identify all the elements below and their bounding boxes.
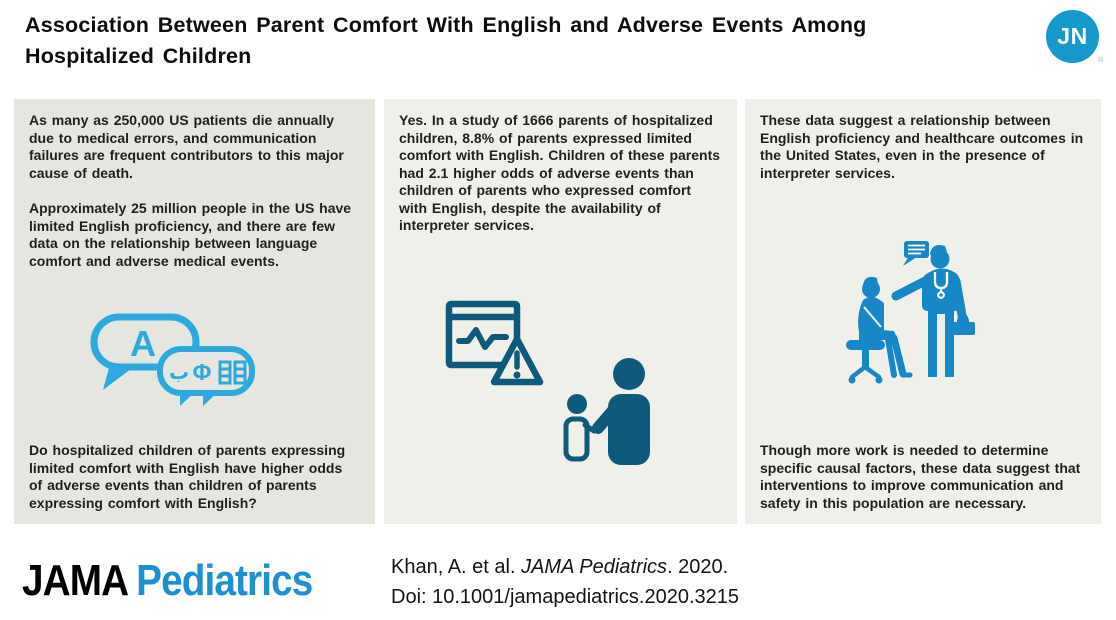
study-question: Do hospitalized children of parents expressing limited comfort with English have higher odds of adverse events than children of parents expressing comfort with English? xyxy=(29,442,346,511)
jama-wordmark: JAMA xyxy=(22,556,129,605)
pediatrics-wordmark: Pediatrics xyxy=(136,556,313,605)
speech-bubble-icon xyxy=(903,241,929,266)
implications-paragraph-1: These data suggest a relationship between English proficiency and healthcare outcomes in the United States, even in the presence of interpreter services. xyxy=(760,112,1084,181)
bubble-letter-a: A xyxy=(130,323,156,364)
doctor-figure xyxy=(896,245,975,377)
panel-findings xyxy=(384,99,737,524)
jn-logo-text: JN xyxy=(1057,23,1088,49)
citation-authors: Khan, A. et al. xyxy=(391,556,522,578)
panel-implications xyxy=(745,99,1101,524)
translation-speech-bubbles-icon xyxy=(90,313,255,408)
citation xyxy=(391,552,739,612)
jama-pediatrics-wordmark xyxy=(22,556,312,606)
jama-network-logo xyxy=(1046,10,1099,63)
panel-background xyxy=(14,99,375,524)
stool xyxy=(846,340,885,384)
citation-journal: JAMA Pediatrics xyxy=(521,556,668,578)
registered-trademark: ® xyxy=(1098,57,1104,64)
findings-answer: Yes. In a study of 1666 parents of hospitalized children, 8.8% of parents expressed limited comfort with English. Children of these parents had 2.1 higher odds of adverse events than children of parents who expressed comfort with English, despite the availability of interpreter services. xyxy=(399,112,721,233)
background-paragraph-1: As many as 250,000 US patients die annually due to medical errors, and communication failures are frequent contributors to this major cause of death. xyxy=(29,112,344,181)
citation-doi: Doi: 10.1001/jamapediatrics.2020.3215 xyxy=(391,586,740,608)
arabic-letter: ب xyxy=(168,360,190,384)
greek-letter: Φ xyxy=(192,359,212,385)
implications-paragraph-2: Though more work is needed to determine specific causal factors, these data suggest that interventions to improve communication and safety in this population are necessary. xyxy=(760,442,1081,511)
page-title xyxy=(25,10,975,72)
parent-figure xyxy=(598,358,650,465)
medical-chart-warning-parent-child-icon xyxy=(444,297,652,469)
warning-triangle-icon xyxy=(494,339,540,382)
title-line-2: Hospitalized Children xyxy=(25,44,252,68)
background-paragraph-2: Approximately 25 million people in the US have limited English proficiency, and there are few data on the relationship between language comfort and adverse medical events. xyxy=(29,200,352,269)
child-figure xyxy=(566,394,594,459)
title-line-1: Association Between Parent Comfort With English and Adverse Events Among xyxy=(25,13,867,37)
doctor-patient-conversation-icon xyxy=(842,239,1017,391)
citation-year: . 2020. xyxy=(667,556,729,578)
medical-bag-icon xyxy=(951,322,975,335)
